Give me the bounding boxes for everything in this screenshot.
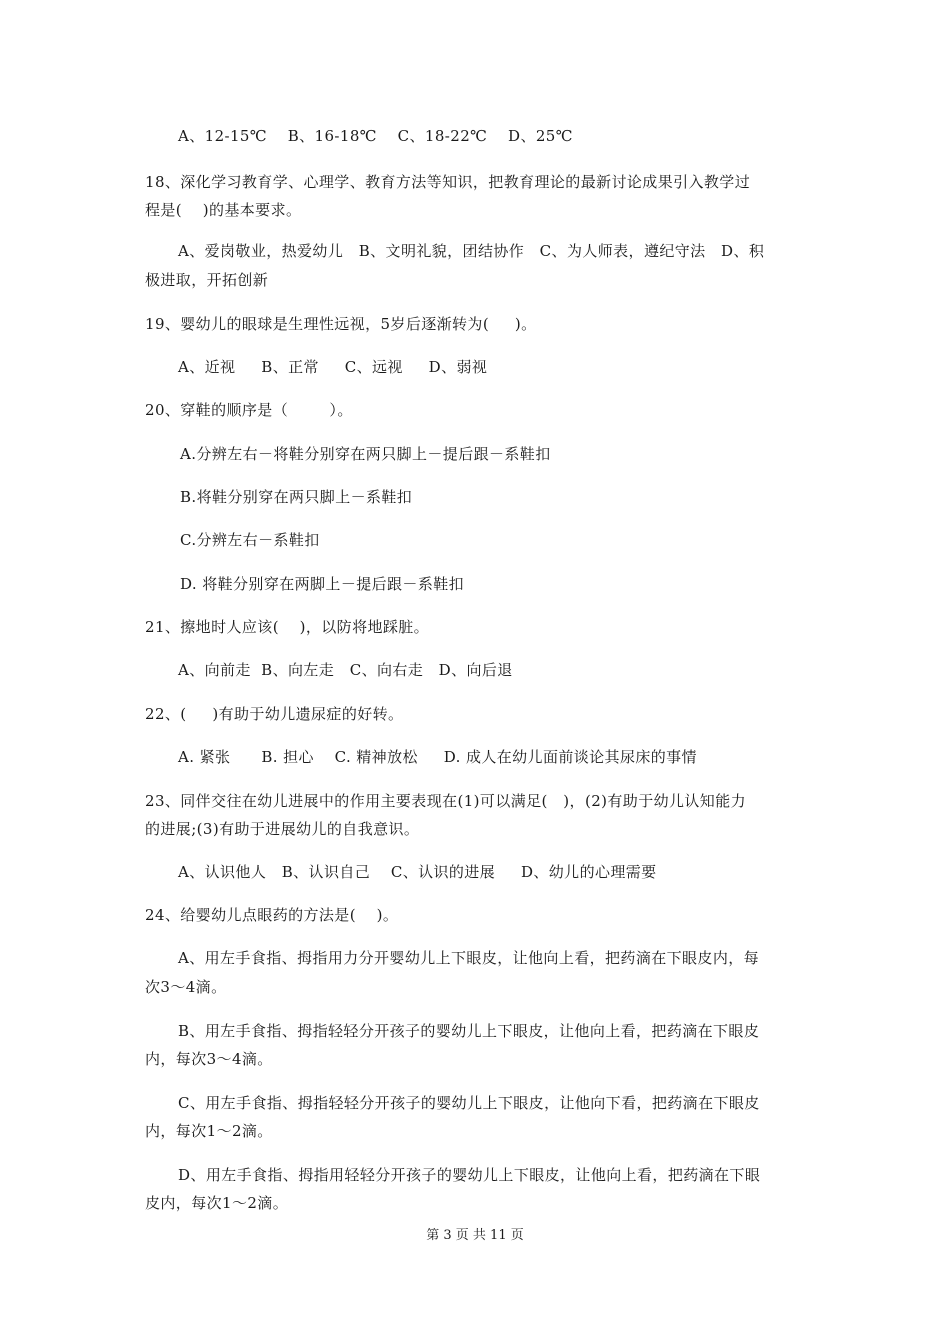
q24-option-d-line2: 皮内，每次1～2滴。: [145, 1194, 289, 1212]
q24-stem: 24、给婴幼儿点眼药的方法是( )。: [145, 906, 399, 924]
q22-stem: 22、( )有助于幼儿遗尿症的好转。: [145, 705, 404, 723]
q20-option-a: A.分辨左右－将鞋分别穿在两只脚上－提后跟－系鞋扣: [180, 445, 551, 463]
q18-stem-line1: 18、深化学习教育学、心理学、教育方法等知识，把教育理论的最新讨论成果引入教学过: [145, 173, 751, 191]
q18-stem-line2: 程是( )的基本要求。: [145, 201, 302, 219]
q19-stem: 19、婴幼儿的眼球是生理性远视，5岁后逐渐转为( )。: [145, 315, 537, 333]
q24-option-a-line2: 次3～4滴。: [145, 978, 227, 996]
q20-option-d: D. 将鞋分别穿在两脚上－提后跟－系鞋扣: [180, 575, 465, 593]
q24-option-b-line2: 内，每次3～4滴。: [145, 1050, 273, 1068]
q20-option-c: C.分辨左右－系鞋扣: [180, 531, 320, 549]
q18-options-line2: 极进取，开拓创新: [145, 271, 269, 289]
page-number: 第 3 页 共 11 页: [426, 1228, 524, 1243]
q24-option-c-line2: 内，每次1～2滴。: [145, 1122, 273, 1140]
q23-options: A、认识他人 B、认识自己 C、认识的进展 D、幼儿的心理需要: [178, 863, 657, 881]
q21-options: A、向前走 B、向左走 C、向右走 D、向后退: [178, 661, 513, 679]
q24-option-b-line1: B、用左手食指、拇指轻轻分开孩子的婴幼儿上下眼皮，让他向上看，把药滴在下眼皮: [178, 1022, 760, 1040]
q24-option-a-line1: A、用左手食指、拇指用力分开婴幼儿上下眼皮，让他向上看，把药滴在下眼皮内，每: [178, 949, 760, 967]
q22-options: A. 紧张 B. 担心 C. 精神放松 D. 成人在幼儿面前谈论其尿床的事情: [178, 748, 697, 766]
q20-stem: 20、穿鞋的顺序是（ ）。: [145, 401, 353, 419]
q24-option-c-line1: C、用左手食指、拇指轻轻分开孩子的婴幼儿上下眼皮，让他向下看，把药滴在下眼皮: [178, 1094, 760, 1112]
q23-stem-line1: 23、同伴交往在幼儿进展中的作用主要表现在(1)可以满足( )，(2)有助于幼儿认知能力: [145, 792, 746, 810]
q18-options-line1: A、爱岗敬业，热爱幼儿 B、文明礼貌，团结协作 C、为人师表，遵纪守法 D、积: [178, 242, 765, 260]
q23-stem-line2: 的进展;(3)有助于进展幼儿的自我意识。: [145, 820, 420, 838]
q24-option-d-line1: D、用左手食指、拇指用轻轻分开孩子的婴幼儿上下眼皮，让他向上看，把药滴在下眼: [178, 1166, 761, 1184]
q19-options: A、近视 B、正常 C、远视 D、弱视: [178, 358, 488, 376]
q21-stem: 21、擦地时人应该( )，以防将地踩脏。: [145, 618, 430, 636]
q20-option-b: B.将鞋分别穿在两只脚上－系鞋扣: [180, 488, 413, 506]
q17-options: A、12-15℃ B、16-18℃ C、18-22℃ D、25℃: [178, 127, 573, 145]
